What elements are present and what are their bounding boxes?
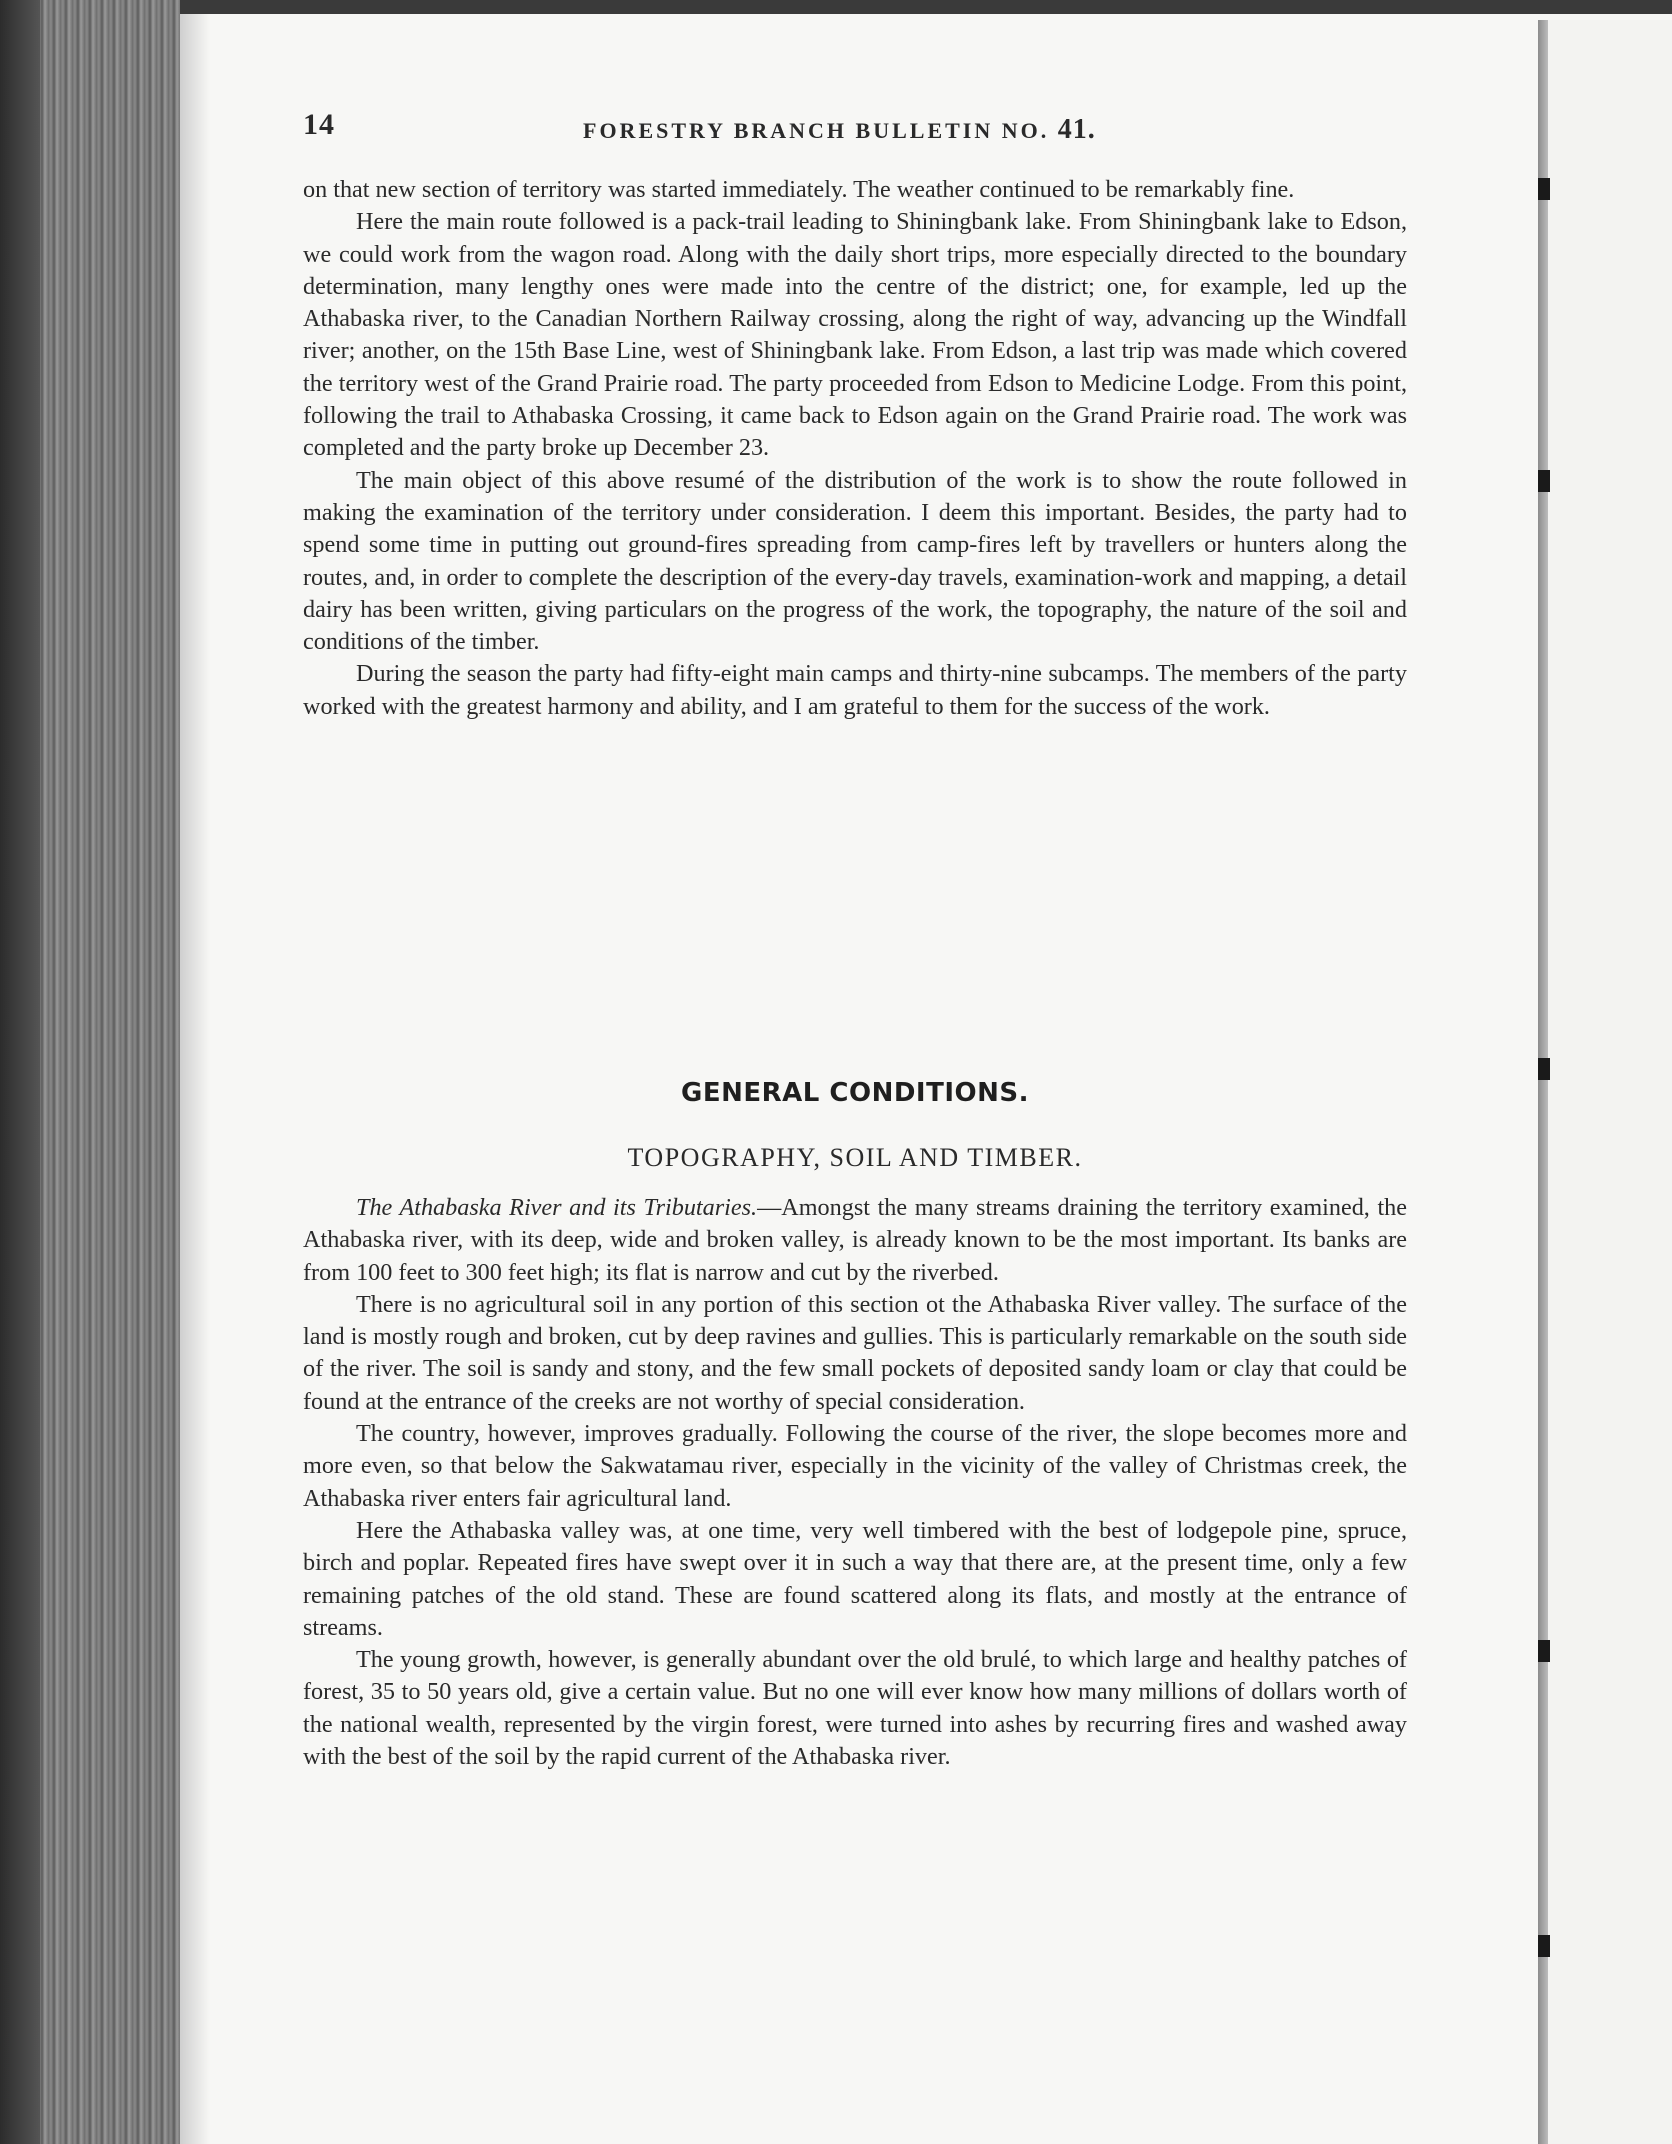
book-cover-edge bbox=[0, 0, 40, 2144]
paragraph-lead-title: The Athabaska River and its Tributaries. bbox=[356, 1194, 758, 1221]
paragraph: The main object of this above resumé of the distribution of the work is to show the route followed in making the examination of the territory under consideration. I deem this important. Besides, the party had to spend some time in putting out ground-fires spreading from camp-fires left by travellers or hunters along the routes, and, in order to complete the description of the every-day travels, examination-work and mapping, a detail dairy has been written, giving particulars on the progress of the work, the topography, the nature of the soil and conditions of the timber. bbox=[303, 466, 1407, 656]
intro-text-block bbox=[303, 174, 1407, 723]
paragraph: Here the Athabaska valley was, at one time, very well timbered with the best of lodgepole pine, spruce, birch and poplar. Repeated fires have swept over it in such a way that there are, at the present time, only a few remaining patches of the old stand. These are found scattered along its flats, and mostly at the entrance of streams. bbox=[303, 1516, 1407, 1641]
running-header bbox=[303, 108, 1407, 152]
binding-mark bbox=[1538, 1058, 1550, 1080]
bulletin-title: FORESTRY BRANCH BULLETIN NO. bbox=[583, 118, 1050, 143]
paragraph: on that new section of territory was started immediately. The weather continued to be remarkably fine. bbox=[303, 176, 1295, 203]
book-top-edge bbox=[0, 0, 1672, 14]
section-text-block bbox=[303, 1192, 1407, 1773]
paragraph bbox=[303, 1192, 1407, 1289]
paragraph: Here the main route followed is a pack-trail leading to Shiningbank lake. From Shiningbank lake to Edson, we could work from the wagon road. Along with the daily short trips, more especially directed to the boundary determination, many lengthy ones were made into the centre of the district; one, for example, led up the Athabaska river, to the Canadian Northern Railway crossing, along the right of way, advancing up the Windfall river; another, on the 15th Base Line, west of Shiningbank lake. From Edson, a last trip was made which covered the territory west of the Grand Prairie road. The party proceeded from Edson to Medicine Lodge. From this point, following the trail to Athabaska Crossing, it came back to Edson again on the Grand Prairie road. The work was completed and the party broke up December 23. bbox=[303, 208, 1407, 462]
paragraph: There is no agricultural soil in any portion of this section ot the Athabaska River valley. The surface of the land is mostly rough and broken, cut by deep ravines and gullies. This is particularly remarkable on the south side of the river. The soil is sandy and stony, and the few small pockets of deposited sandy loam or clay that could be found at the entrance of the creeks are not worthy of special consideration. bbox=[303, 1290, 1407, 1415]
running-title bbox=[583, 114, 1096, 146]
paragraph: During the season the party had fifty-eight main camps and thirty-nine subcamps. The members of the party worked with the greatest harmony and ability, and I am grateful to them for the success of the work. bbox=[303, 660, 1407, 720]
binding-mark bbox=[1538, 178, 1550, 200]
facing-page-edge bbox=[1538, 20, 1548, 2144]
binding-mark bbox=[1538, 470, 1550, 492]
bulletin-number: 41. bbox=[1057, 114, 1096, 145]
gutter-shadow bbox=[180, 14, 210, 2144]
paragraph-lead-text: —Amongst the many streams draining the territory examined, the Athabaska river, with its deep, wide and broken valley, is already known to be the most important. Its banks are from 100 feet to 300 feet high; its flat is narrow and cut by the riverbed. bbox=[303, 1194, 1407, 1286]
section-heading: GENERAL CONDITIONS. bbox=[681, 1078, 1029, 1108]
subsection-heading: TOPOGRAPHY, SOIL AND TIMBER. bbox=[627, 1143, 1083, 1172]
binding-mark bbox=[1538, 1935, 1550, 1957]
page-number: 14 bbox=[303, 108, 335, 141]
binding-mark bbox=[1538, 1640, 1550, 1662]
facing-page bbox=[1548, 20, 1672, 2144]
paragraph: The young growth, however, is generally abundant over the old brulé, to which large and healthy patches of forest, 35 to 50 years old, give a certain value. But no one will ever know how many millions of dollars worth of the national wealth, represented by the virgin forest, were turned into ashes by recurring fires and washed away with the best of the soil by the rapid current of the Athabaska river. bbox=[303, 1646, 1407, 1771]
paragraph: The country, however, improves gradually. Following the course of the river, the slope becomes more and more even, so that below the Sakwatamau river, especially in the vicinity of the valley of Christmas creek, the Athabaska river enters fair agricultural land. bbox=[303, 1420, 1407, 1512]
